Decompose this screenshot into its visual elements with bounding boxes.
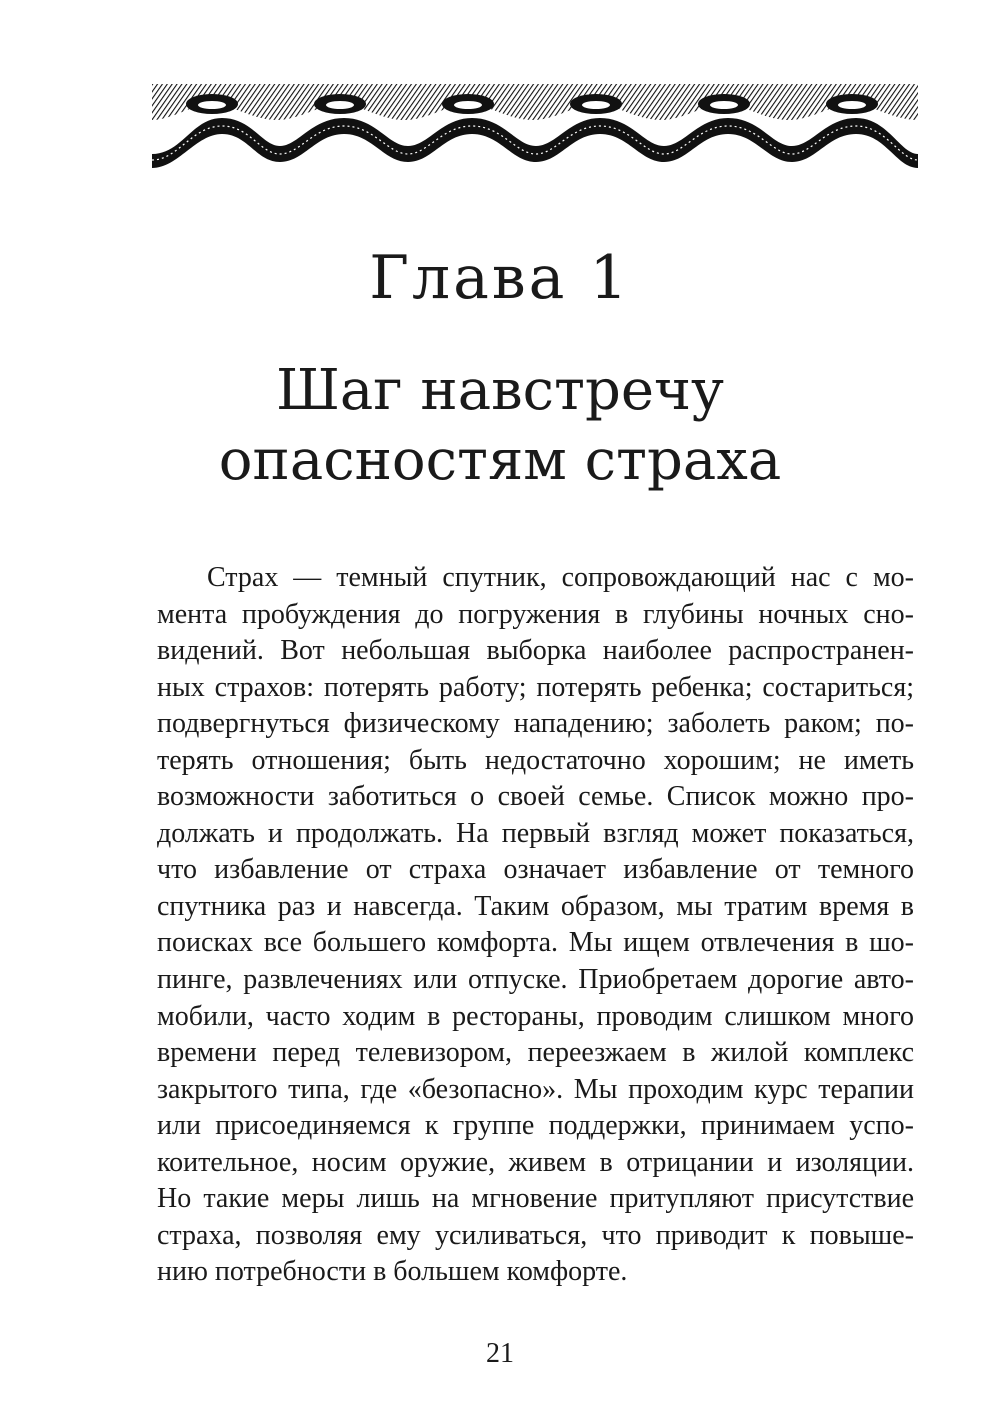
text-line: мента пробуждения до погружения в глубины ночных сно- <box>157 598 914 630</box>
text-line: Страх — темный спутник, сопровождающий нас с мо- <box>207 562 914 593</box>
text-line: пинге, развлечениях или отпуске. Приобретаем дорогие авто- <box>157 964 914 996</box>
chapter-title <box>0 356 1000 496</box>
chapter-title-line: опасностям страха <box>218 428 782 493</box>
body-paragraph <box>157 560 914 1291</box>
text-line: нию потребности в большем комфорте. <box>157 1256 628 1288</box>
text-line: страха, позволяя ему усиливаться, что приводит к повыше- <box>157 1219 914 1251</box>
text-line: должать и продолжать. На первый взгляд может показаться, <box>157 817 914 849</box>
text-line: мобили, часто ходим в рестораны, проводим слишком много <box>157 1000 914 1032</box>
chapter-title-line: Шаг навстречу <box>276 358 724 423</box>
text-line: спутника раз и навсегда. Таким образом, мы тратим время в <box>157 890 914 922</box>
text-line: терять отношения; быть недостаточно хорошим; не иметь <box>157 744 914 776</box>
text-line: что избавление от страха означает избавление от темного <box>157 854 914 886</box>
text-line: или присоединяемся к группе поддержки, принимаем успо- <box>157 1110 914 1142</box>
text-line: Но такие меры лишь на мгновение притупляют присутствие <box>157 1183 914 1215</box>
text-line: возможности заботиться о своей семье. Список можно про- <box>157 781 914 813</box>
page-number: 21 <box>486 1338 514 1369</box>
text-line: времени перед телевизором, переезжаем в жилой комплекс <box>157 1037 914 1069</box>
decorative-wave-ornament <box>152 84 918 168</box>
chapter-label: Глава 1 <box>369 243 631 313</box>
text-line: видений. Вот небольшая выборка наиболее распространен- <box>157 635 914 667</box>
text-line: поисках все большего комфорта. Мы ищем отвлечения в шо- <box>157 927 914 959</box>
text-line: ных страхов: потерять работу; потерять ребенка; состариться; <box>157 671 914 703</box>
text-line: коительное, носим оружие, живем в отрицании и изоляции. <box>157 1146 914 1178</box>
text-line: подвергнуться физическому нападению; заболеть раком; по- <box>157 708 914 740</box>
text-line: закрытого типа, где «безопасно». Мы проходим курс терапии <box>157 1073 914 1105</box>
